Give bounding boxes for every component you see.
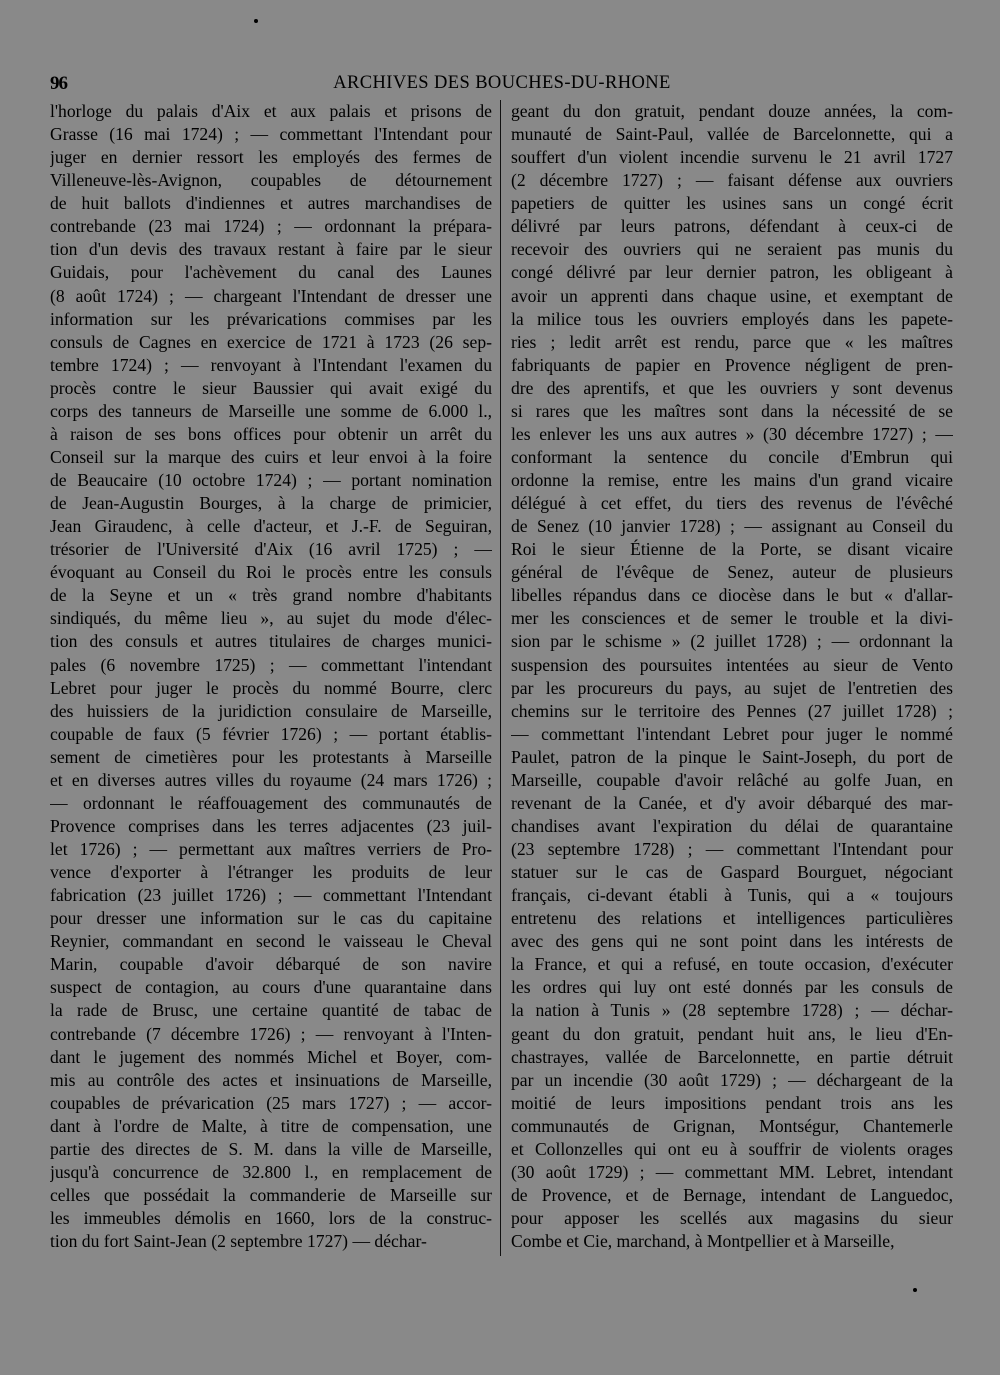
left-column xyxy=(50,100,492,1253)
text-line: de Jean-Augustin Bourges, à la charge de primicier, xyxy=(50,493,492,514)
text-line: de Beaucaire (10 octobre 1724) ; — portant nomination xyxy=(50,470,492,490)
text-line: coupable de faux (5 février 1726) ; — portant établis- xyxy=(50,723,492,744)
text-line: la rade de Brusc, une certaine quantité de tabac de xyxy=(50,1000,492,1021)
text-line: conformant la sentence du concile d'Embrun qui xyxy=(511,446,953,467)
text-line: pour dresser une information sur le cas du capitaine xyxy=(50,908,492,929)
text-line: recevoir des ouvriers qui ne seraient pas munis du xyxy=(511,239,953,260)
text-line: de huit ballots d'indiennes et autres marchandises de xyxy=(50,193,492,214)
text-line: (2 décembre 1727) ; — faisant défense aux ouvriers xyxy=(511,170,953,191)
text-line: par un incendie (30 août 1729) ; — déchargeant de la xyxy=(511,1069,953,1090)
text-line: dant le jugement des nommés Michel et Boyer, com- xyxy=(50,1046,492,1067)
text-line: pour apposer les scellés aux magasins du sieur xyxy=(511,1208,953,1228)
text-line: geant du don gratuit, pendant huit ans, le lieu d'En- xyxy=(511,1023,953,1044)
text-line: de Senez (10 janvier 1728) ; — assignant au Conseil du xyxy=(511,516,953,537)
text-line: — ordonnant le réaffouagement des communautés de xyxy=(50,792,492,813)
text-line: sindiqués, du même lieu », au sujet du mode d'élec- xyxy=(50,608,492,629)
text-line: (30 août 1729) ; — commettant MM. Lebret, intendant xyxy=(511,1161,953,1182)
text-line: — commettant l'intendant Lebret pour juger le nommé xyxy=(511,723,953,744)
text-line: (23 septembre 1728) ; — commettant l'Intendant pour xyxy=(511,839,953,859)
text-line: juger en dernier ressort les employés des fermes de xyxy=(50,147,492,168)
text-line: pales (6 novembre 1725) ; — commettant l'intendant xyxy=(50,654,492,675)
page-header xyxy=(50,73,954,97)
text-line: la milice tous les ouvriers employés dans les papete- xyxy=(511,308,953,329)
text-line: les enlever les uns aux autres » (30 décembre 1727) ; — xyxy=(511,423,953,444)
text-line: Combe et Cie, marchand, à Montpellier et à Marseille, xyxy=(511,1231,895,1252)
text-line: Guidais, pour l'achèvement du canal des Launes xyxy=(50,262,492,283)
text-line: Jean Giraudenc, à celle d'acteur, et J.-F. de Seguiran, xyxy=(50,516,492,537)
text-line: tembre 1724) ; — renvoyant à l'Intendant l'examen du xyxy=(50,354,492,375)
text-line: geant du don gratuit, pendant douze années, la com- xyxy=(511,101,953,121)
text-line: des huissiers de la juridiction consulaire de Marseille, xyxy=(50,700,492,721)
ink-speck xyxy=(913,1288,917,1292)
text-line: chastrayes, vallée de Barcelonnette, en partie détruit xyxy=(511,1046,953,1067)
text-line: Paulet, patron de la pinque le Saint-Joseph, du port de xyxy=(511,746,953,767)
text-line: Marin, coupable d'avoir débarqué de son navire xyxy=(50,954,492,975)
text-line: tion d'un devis des travaux restant à faire par le sieur xyxy=(50,239,492,260)
text-line: statuer sur le cas de Gaspard Bourguet, négociant xyxy=(511,862,953,883)
text-line: papetiers de quitter les usines sans un congé écrit xyxy=(511,193,953,214)
text-line: l'horloge du palais d'Aix et aux palais et prisons de xyxy=(50,101,492,121)
text-line: vence d'exporter à l'étranger les produits de leur xyxy=(50,862,492,883)
text-line: munauté de Saint-Paul, vallée de Barcelonnette, qui a xyxy=(511,124,953,145)
text-line: Lebret pour juger le procès du nommé Bourre, clerc xyxy=(50,677,492,698)
text-line: à raison de ses bons offices pour obtenir un arrêt du xyxy=(50,423,492,444)
text-line: trésorier de l'Université d'Aix (16 avril 1725) ; — xyxy=(50,539,492,560)
text-line: celles que possédait la commanderie de Marseille sur xyxy=(50,1184,492,1205)
text-line: sement de cimetières pour les protestants à Marseille xyxy=(50,746,492,767)
text-line: revenant de la Canée, et d'y avoir débarqué des mar- xyxy=(511,792,953,813)
text-line: délégué à cet effet, du tiers des revenus de l'évêché xyxy=(511,493,953,514)
text-line: les ordres qui luy ont esté donnés par les consuls de xyxy=(511,977,953,998)
text-line: suspension des poursuites intentées au sieur de Vento xyxy=(511,654,953,675)
text-line: souffert d'un violent incendie survenu le 21 avril 1727 xyxy=(511,147,953,168)
text-line: moitié de leurs impositions pendant trois ans les xyxy=(511,1092,953,1113)
text-line: coupables de prévarication (25 mars 1727) ; — accor- xyxy=(50,1092,492,1113)
text-line: corps des tanneurs de Marseille une somme de 6.000 l., xyxy=(50,400,492,421)
text-line: jusqu'à concurrence de 32.800 l., en remplacement de xyxy=(50,1161,492,1182)
text-line: général de l'évêque de Senez, auteur de plusieurs xyxy=(511,562,953,583)
text-line: avec des gens qui ne sont point dans les intérests de xyxy=(511,931,953,952)
text-line: Provence comprises dans les terres adjacentes (23 juil- xyxy=(50,815,492,836)
text-line: français, ci-devant établi à Tunis, qui a « toujours xyxy=(511,885,953,906)
text-line: fabrication (23 juillet 1726) ; — commettant l'Intendant xyxy=(50,885,492,906)
ink-speck xyxy=(254,19,258,23)
text-line: chandises avant l'expiration du délai de quarantaine xyxy=(511,815,953,836)
text-line: de Provence, et de Bernage, intendant de Languedoc, xyxy=(511,1184,953,1205)
text-line: Conseil sur la marque des cuirs et leur envoi à la foire xyxy=(50,446,492,467)
text-line: dant à l'ordre de Malte, à titre de compensation, une xyxy=(50,1115,492,1136)
text-line: (8 août 1724) ; — chargeant l'Intendant de dresser une xyxy=(50,285,492,306)
text-line: suspect de contagion, au cours d'une quarantaine dans xyxy=(50,977,492,998)
text-line: contrebande (7 décembre 1726) ; — renvoyant à l'Inten- xyxy=(50,1023,492,1044)
text-line: communautés de Grignan, Montségur, Chantemerle xyxy=(511,1115,953,1136)
right-column xyxy=(511,100,953,1253)
text-line: ordonne la remise, entre les mains d'un grand vicaire xyxy=(511,470,953,490)
text-line: congé délivré par leur dernier patron, les obligeant à xyxy=(511,262,953,283)
text-line: contrebande (23 mai 1724) ; — ordonnant la prépara- xyxy=(50,216,492,237)
text-line: Reynier, commandant en second le vaisseau le Cheval xyxy=(50,931,492,952)
text-line: libelles répandus dans ce diocèse dans le but « d'allar- xyxy=(511,585,953,606)
text-line: si rares que les maîtres sont dans la nécessité de se xyxy=(511,400,953,421)
text-line: et en diverses autres villes du royaume (24 mars 1726) ; xyxy=(50,769,492,790)
text-line: consuls de Cagnes en exercice de 1721 à 1723 (26 sep- xyxy=(50,331,492,352)
text-line: chemins sur le territoire des Pennes (27 juillet 1728) ; xyxy=(511,700,953,721)
text-line: évoquant au Conseil du Roi le procès entre les consuls xyxy=(50,562,492,583)
text-line: les immeubles démolis en 1660, lors de la construc- xyxy=(50,1208,492,1228)
text-line: mer les consciences et de semer le trouble et la divi- xyxy=(511,608,953,629)
text-line: délivré par leurs patrons, défendant à ceux-ci de xyxy=(511,216,953,237)
text-line: Villeneuve-lès-Avignon, coupables de détournement xyxy=(50,170,492,191)
text-line: Grasse (16 mai 1724) ; — commettant l'Intendant pour xyxy=(50,124,492,145)
text-line: information sur les prévarications commises par les xyxy=(50,308,492,329)
text-line: tion des consuls et autres titulaires de charges munici- xyxy=(50,631,492,652)
text-line: et Collonzelles qui ont eu à souffrir de violents orages xyxy=(511,1138,953,1159)
text-line: de la Seyne et un « très grand nombre d'habitants xyxy=(50,585,492,606)
text-line: par les procureurs du pays, au sujet de l'entretien des xyxy=(511,677,953,698)
text-line: fabriquants de papier en Provence négligent de pren- xyxy=(511,354,953,375)
text-line: procès contre le sieur Baussier qui avait exigé du xyxy=(50,377,492,398)
text-line: la nation à Tunis » (28 septembre 1728) ; — déchar- xyxy=(511,1000,953,1021)
text-line: let 1726) ; — permettant aux maîtres verriers de Pro- xyxy=(50,839,492,859)
column-divider xyxy=(500,100,501,1256)
text-line: avoir un apprenti dans chaque usine, et exemptant de xyxy=(511,285,953,306)
page-number: 96 xyxy=(50,73,67,94)
text-line: entretenu des relations et intelligences particulières xyxy=(511,908,953,929)
running-title: ARCHIVES DES BOUCHES-DU-RHONE xyxy=(333,73,671,93)
text-line: la France, et qui a refusé, en toute occasion, d'exécuter xyxy=(511,954,953,975)
text-line: ries ; ledit arrêt est rendu, parce que « les maîtres xyxy=(511,331,953,352)
text-line: tion du fort Saint-Jean (2 septembre 1727) — déchar- xyxy=(50,1231,427,1252)
text-line: sion par le schisme » (2 juillet 1728) ; — ordonnant la xyxy=(511,631,953,652)
text-line: dre des aprentifs, et que les ouvriers y sont devenus xyxy=(511,377,953,398)
text-line: Marseille, coupable d'avoir relâché au golfe Juan, en xyxy=(511,769,953,790)
text-line: mis au contrôle des actes et insinuations de Marseille, xyxy=(50,1069,492,1090)
text-line: partie des directes de S. M. dans la ville de Marseille, xyxy=(50,1138,492,1159)
text-line: Roi le sieur Étienne de la Porte, se disant vicaire xyxy=(511,539,953,560)
